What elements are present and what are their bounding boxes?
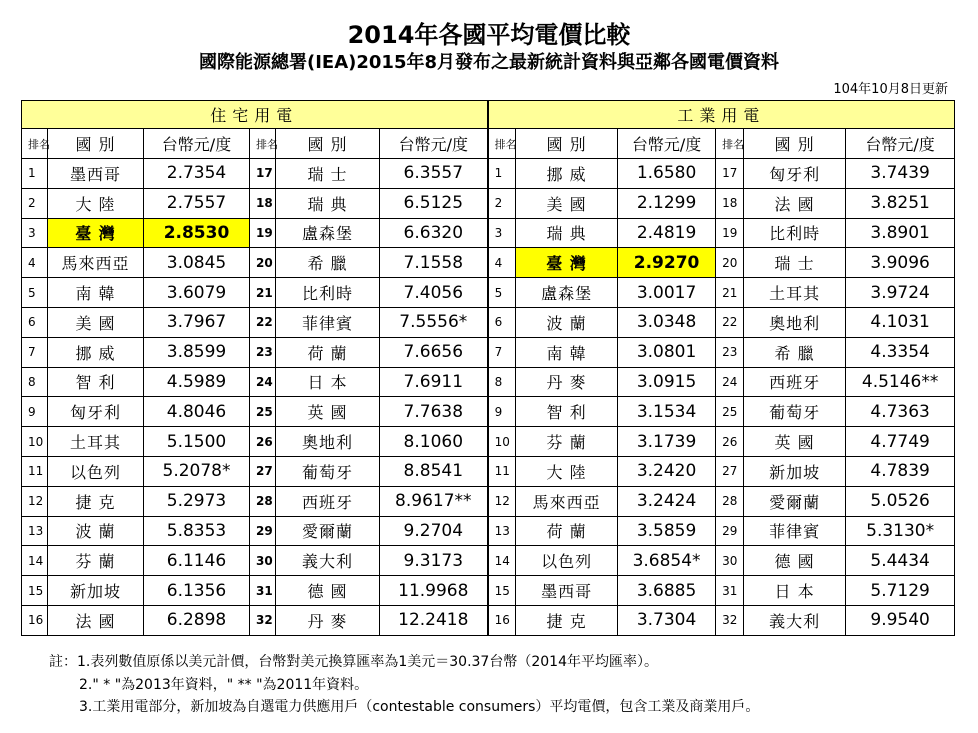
country-header: 國 別 — [516, 129, 618, 159]
rank-cell: 17 — [716, 159, 744, 189]
country-cell: 義大利 — [744, 605, 846, 635]
price-cell: 1.6580 — [618, 159, 716, 189]
country-cell: 希 臘 — [276, 248, 380, 278]
country-cell: 大 陸 — [516, 456, 618, 486]
country-cell: 丹 麥 — [516, 367, 618, 397]
price-cell: 12.2418 — [380, 605, 488, 635]
rank-cell: 26 — [716, 427, 744, 457]
country-cell: 愛爾蘭 — [276, 516, 380, 546]
rank-cell: 13 — [488, 516, 516, 546]
price-cell: 11.9968 — [380, 576, 488, 606]
rank-cell: 23 — [250, 337, 276, 367]
country-cell: 盧森堡 — [276, 218, 380, 248]
rank-cell: 4 — [22, 248, 48, 278]
rank-cell: 8 — [22, 367, 48, 397]
page-subtitle: 國際能源總署(IEA)2015年8月發布之最新統計資料與亞鄰各國電價資料 — [199, 52, 779, 73]
table-row — [22, 605, 955, 635]
rank-cell: 18 — [250, 188, 276, 218]
country-cell: 愛爾蘭 — [744, 486, 846, 516]
footnote-2: 2." * "為2013年資料，" ** "為2011年資料。 — [79, 676, 369, 693]
price-cell: 4.7839 — [846, 456, 955, 486]
rank-cell: 11 — [22, 456, 48, 486]
table-row — [22, 427, 955, 457]
price-cell: 3.2420 — [618, 456, 716, 486]
footnotes — [49, 651, 759, 719]
table-row — [22, 456, 955, 486]
country-cell: 英 國 — [276, 397, 380, 427]
rank-cell: 23 — [716, 337, 744, 367]
country-cell: 智 利 — [48, 367, 144, 397]
rank-cell: 22 — [716, 307, 744, 337]
price-cell: 7.6911 — [380, 367, 488, 397]
country-cell: 波 蘭 — [48, 516, 144, 546]
section-industrial: 工業用電 — [488, 101, 955, 129]
country-cell: 葡萄牙 — [276, 456, 380, 486]
rank-cell: 29 — [716, 516, 744, 546]
update-date: 104年10月8日更新 — [833, 82, 948, 97]
rank-cell: 13 — [22, 516, 48, 546]
rank-cell: 10 — [488, 427, 516, 457]
country-cell: 智 利 — [516, 397, 618, 427]
footnote-3: 3.工業用電部分，新加坡為自選電力供應用戶（contestable consumers）平均電價，包含工業及商業用戶。 — [79, 699, 760, 715]
section-header-row — [22, 101, 955, 129]
rank-cell: 31 — [716, 576, 744, 606]
price-cell: 3.1534 — [618, 397, 716, 427]
country-header: 國 別 — [48, 129, 144, 159]
country-cell: 美 國 — [48, 307, 144, 337]
price-cell: 4.1031 — [846, 307, 955, 337]
table-row — [22, 248, 955, 278]
rank-cell: 32 — [716, 605, 744, 635]
price-cell: 2.7557 — [144, 188, 250, 218]
price-cell: 7.1558 — [380, 248, 488, 278]
country-cell: 日 本 — [276, 367, 380, 397]
price-cell: 4.8046 — [144, 397, 250, 427]
rank-cell: 6 — [22, 307, 48, 337]
table-row — [22, 486, 955, 516]
country-cell: 法 國 — [48, 605, 144, 635]
rank-cell: 7 — [22, 337, 48, 367]
price-cell: 9.2704 — [380, 516, 488, 546]
page-title: 2014年各國平均電價比較 — [347, 21, 631, 49]
price-cell: 3.6885 — [618, 576, 716, 606]
price-cell: 6.1356 — [144, 576, 250, 606]
rank-cell: 19 — [250, 218, 276, 248]
country-cell: 臺 灣 — [48, 218, 144, 248]
rank-cell: 26 — [250, 427, 276, 457]
price-cell: 3.7967 — [144, 307, 250, 337]
price-header: 台幣元/度 — [380, 129, 488, 159]
rank-cell: 7 — [488, 337, 516, 367]
country-cell: 捷 克 — [516, 605, 618, 635]
rank-cell: 1 — [22, 159, 48, 189]
price-cell: 3.0017 — [618, 278, 716, 308]
price-cell: 3.7439 — [846, 159, 955, 189]
country-cell: 以色列 — [516, 546, 618, 576]
country-cell: 墨西哥 — [516, 576, 618, 606]
price-cell: 3.0348 — [618, 307, 716, 337]
table-row — [22, 546, 955, 576]
price-cell: 7.5556* — [380, 307, 488, 337]
price-cell: 4.5146** — [846, 367, 955, 397]
price-cell: 3.8251 — [846, 188, 955, 218]
price-cell: 3.6079 — [144, 278, 250, 308]
rank-cell: 17 — [250, 159, 276, 189]
country-cell: 南 韓 — [48, 278, 144, 308]
rank-cell: 1 — [488, 159, 516, 189]
country-cell: 以色列 — [48, 456, 144, 486]
price-cell: 7.4056 — [380, 278, 488, 308]
table-row — [22, 188, 955, 218]
table-row — [22, 337, 955, 367]
price-cell: 3.2424 — [618, 486, 716, 516]
rank-cell: 22 — [250, 307, 276, 337]
country-cell: 西班牙 — [276, 486, 380, 516]
rank-cell: 9 — [22, 397, 48, 427]
price-cell: 4.7749 — [846, 427, 955, 457]
country-cell: 英 國 — [744, 427, 846, 457]
price-cell: 4.7363 — [846, 397, 955, 427]
country-cell: 荷 蘭 — [516, 516, 618, 546]
price-cell: 4.5989 — [144, 367, 250, 397]
country-cell: 芬 蘭 — [516, 427, 618, 457]
column-header-row — [22, 129, 955, 159]
price-cell: 2.1299 — [618, 188, 716, 218]
price-cell: 8.9617** — [380, 486, 488, 516]
country-cell: 大 陸 — [48, 188, 144, 218]
rank-cell: 14 — [22, 546, 48, 576]
rank-cell: 5 — [488, 278, 516, 308]
rank-cell: 20 — [250, 248, 276, 278]
rank-cell: 2 — [488, 188, 516, 218]
rank-cell: 4 — [488, 248, 516, 278]
price-cell: 5.2078* — [144, 456, 250, 486]
country-cell: 新加坡 — [48, 576, 144, 606]
rank-header: 排名 — [488, 129, 516, 159]
rank-cell: 3 — [22, 218, 48, 248]
table-row — [22, 576, 955, 606]
country-cell: 美 國 — [516, 188, 618, 218]
section-residential: 住宅用電 — [22, 101, 488, 129]
country-header: 國 別 — [276, 129, 380, 159]
country-cell: 菲律賓 — [276, 307, 380, 337]
rank-cell: 6 — [488, 307, 516, 337]
country-cell: 瑞 典 — [276, 188, 380, 218]
price-cell: 6.5125 — [380, 188, 488, 218]
rank-header: 排名 — [716, 129, 744, 159]
country-cell: 墨西哥 — [48, 159, 144, 189]
rank-cell: 25 — [250, 397, 276, 427]
rank-cell: 14 — [488, 546, 516, 576]
table-row — [22, 218, 955, 248]
country-cell: 盧森堡 — [516, 278, 618, 308]
price-cell: 9.3173 — [380, 546, 488, 576]
country-cell: 匈牙利 — [744, 159, 846, 189]
rank-cell: 12 — [22, 486, 48, 516]
country-cell: 丹 麥 — [276, 605, 380, 635]
rank-cell: 18 — [716, 188, 744, 218]
country-cell: 荷 蘭 — [276, 337, 380, 367]
rank-cell: 12 — [488, 486, 516, 516]
rank-cell: 5 — [22, 278, 48, 308]
rank-cell: 28 — [716, 486, 744, 516]
rank-cell: 21 — [716, 278, 744, 308]
rank-cell: 24 — [716, 367, 744, 397]
price-cell: 3.1739 — [618, 427, 716, 457]
price-cell: 5.8353 — [144, 516, 250, 546]
country-cell: 希 臘 — [744, 337, 846, 367]
country-header: 國 別 — [744, 129, 846, 159]
price-cell: 2.7354 — [144, 159, 250, 189]
country-cell: 瑞 士 — [744, 248, 846, 278]
country-cell: 德 國 — [276, 576, 380, 606]
price-cell: 6.6320 — [380, 218, 488, 248]
price-cell: 5.4434 — [846, 546, 955, 576]
price-header: 台幣元/度 — [846, 129, 955, 159]
country-cell: 奧地利 — [744, 307, 846, 337]
price-cell: 2.4819 — [618, 218, 716, 248]
country-cell: 日 本 — [744, 576, 846, 606]
rank-header: 排名 — [22, 129, 48, 159]
price-cell: 6.3557 — [380, 159, 488, 189]
rank-cell: 21 — [250, 278, 276, 308]
rank-cell: 30 — [716, 546, 744, 576]
table-row — [22, 278, 955, 308]
price-cell: 8.8541 — [380, 456, 488, 486]
country-cell: 菲律賓 — [744, 516, 846, 546]
country-cell: 臺 灣 — [516, 248, 618, 278]
rank-cell: 2 — [22, 188, 48, 218]
country-cell: 土耳其 — [48, 427, 144, 457]
price-cell: 5.0526 — [846, 486, 955, 516]
price-cell: 3.0845 — [144, 248, 250, 278]
table-row — [22, 516, 955, 546]
price-cell: 9.9540 — [846, 605, 955, 635]
price-cell: 5.1500 — [144, 427, 250, 457]
country-cell: 馬來西亞 — [516, 486, 618, 516]
price-cell: 3.5859 — [618, 516, 716, 546]
price-cell: 3.0801 — [618, 337, 716, 367]
price-cell: 7.7638 — [380, 397, 488, 427]
price-header: 台幣元/度 — [618, 129, 716, 159]
price-cell: 3.6854* — [618, 546, 716, 576]
country-cell: 波 蘭 — [516, 307, 618, 337]
country-cell: 比利時 — [276, 278, 380, 308]
country-cell: 土耳其 — [744, 278, 846, 308]
table-row — [22, 397, 955, 427]
rank-cell: 15 — [22, 576, 48, 606]
price-cell: 2.9270 — [618, 248, 716, 278]
rank-cell: 10 — [22, 427, 48, 457]
country-cell: 葡萄牙 — [744, 397, 846, 427]
rank-cell: 11 — [488, 456, 516, 486]
price-cell: 3.9724 — [846, 278, 955, 308]
rank-cell: 16 — [488, 605, 516, 635]
country-cell: 瑞 典 — [516, 218, 618, 248]
rank-cell: 9 — [488, 397, 516, 427]
rank-cell: 31 — [250, 576, 276, 606]
price-cell: 5.3130* — [846, 516, 955, 546]
rank-cell: 28 — [250, 486, 276, 516]
price-cell: 6.1146 — [144, 546, 250, 576]
country-cell: 德 國 — [744, 546, 846, 576]
rank-cell: 15 — [488, 576, 516, 606]
rank-cell: 19 — [716, 218, 744, 248]
country-cell: 匈牙利 — [48, 397, 144, 427]
country-cell: 瑞 士 — [276, 159, 380, 189]
country-cell: 芬 蘭 — [48, 546, 144, 576]
price-cell: 6.2898 — [144, 605, 250, 635]
rank-cell: 8 — [488, 367, 516, 397]
country-cell: 奧地利 — [276, 427, 380, 457]
price-cell: 2.8530 — [144, 218, 250, 248]
price-cell: 3.8901 — [846, 218, 955, 248]
price-cell: 5.7129 — [846, 576, 955, 606]
price-cell: 3.8599 — [144, 337, 250, 367]
rank-cell: 3 — [488, 218, 516, 248]
rank-header: 排名 — [250, 129, 276, 159]
table-row — [22, 159, 955, 189]
country-cell: 挪 威 — [516, 159, 618, 189]
price-cell: 8.1060 — [380, 427, 488, 457]
rank-cell: 20 — [716, 248, 744, 278]
country-cell: 義大利 — [276, 546, 380, 576]
rank-cell: 27 — [716, 456, 744, 486]
country-cell: 捷 克 — [48, 486, 144, 516]
rank-cell: 27 — [250, 456, 276, 486]
price-cell: 3.9096 — [846, 248, 955, 278]
country-cell: 馬來西亞 — [48, 248, 144, 278]
rank-cell: 30 — [250, 546, 276, 576]
table-row — [22, 307, 955, 337]
table-row — [22, 367, 955, 397]
rank-cell: 24 — [250, 367, 276, 397]
rank-cell: 25 — [716, 397, 744, 427]
rank-cell: 16 — [22, 605, 48, 635]
price-header: 台幣元/度 — [144, 129, 250, 159]
footnote-1: 註：1.表列數值原係以美元計價，台幣對美元換算匯率為1美元＝30.37台幣（2014年平均匯率）。 — [49, 654, 658, 670]
price-cell: 5.2973 — [144, 486, 250, 516]
country-cell: 南 韓 — [516, 337, 618, 367]
country-cell: 比利時 — [744, 218, 846, 248]
price-cell: 7.6656 — [380, 337, 488, 367]
rank-cell: 32 — [250, 605, 276, 635]
country-cell: 西班牙 — [744, 367, 846, 397]
price-cell: 4.3354 — [846, 337, 955, 367]
rank-cell: 29 — [250, 516, 276, 546]
country-cell: 新加坡 — [744, 456, 846, 486]
price-cell: 3.0915 — [618, 367, 716, 397]
price-cell: 3.7304 — [618, 605, 716, 635]
country-cell: 挪 威 — [48, 337, 144, 367]
country-cell: 法 國 — [744, 188, 846, 218]
price-table — [21, 100, 955, 636]
